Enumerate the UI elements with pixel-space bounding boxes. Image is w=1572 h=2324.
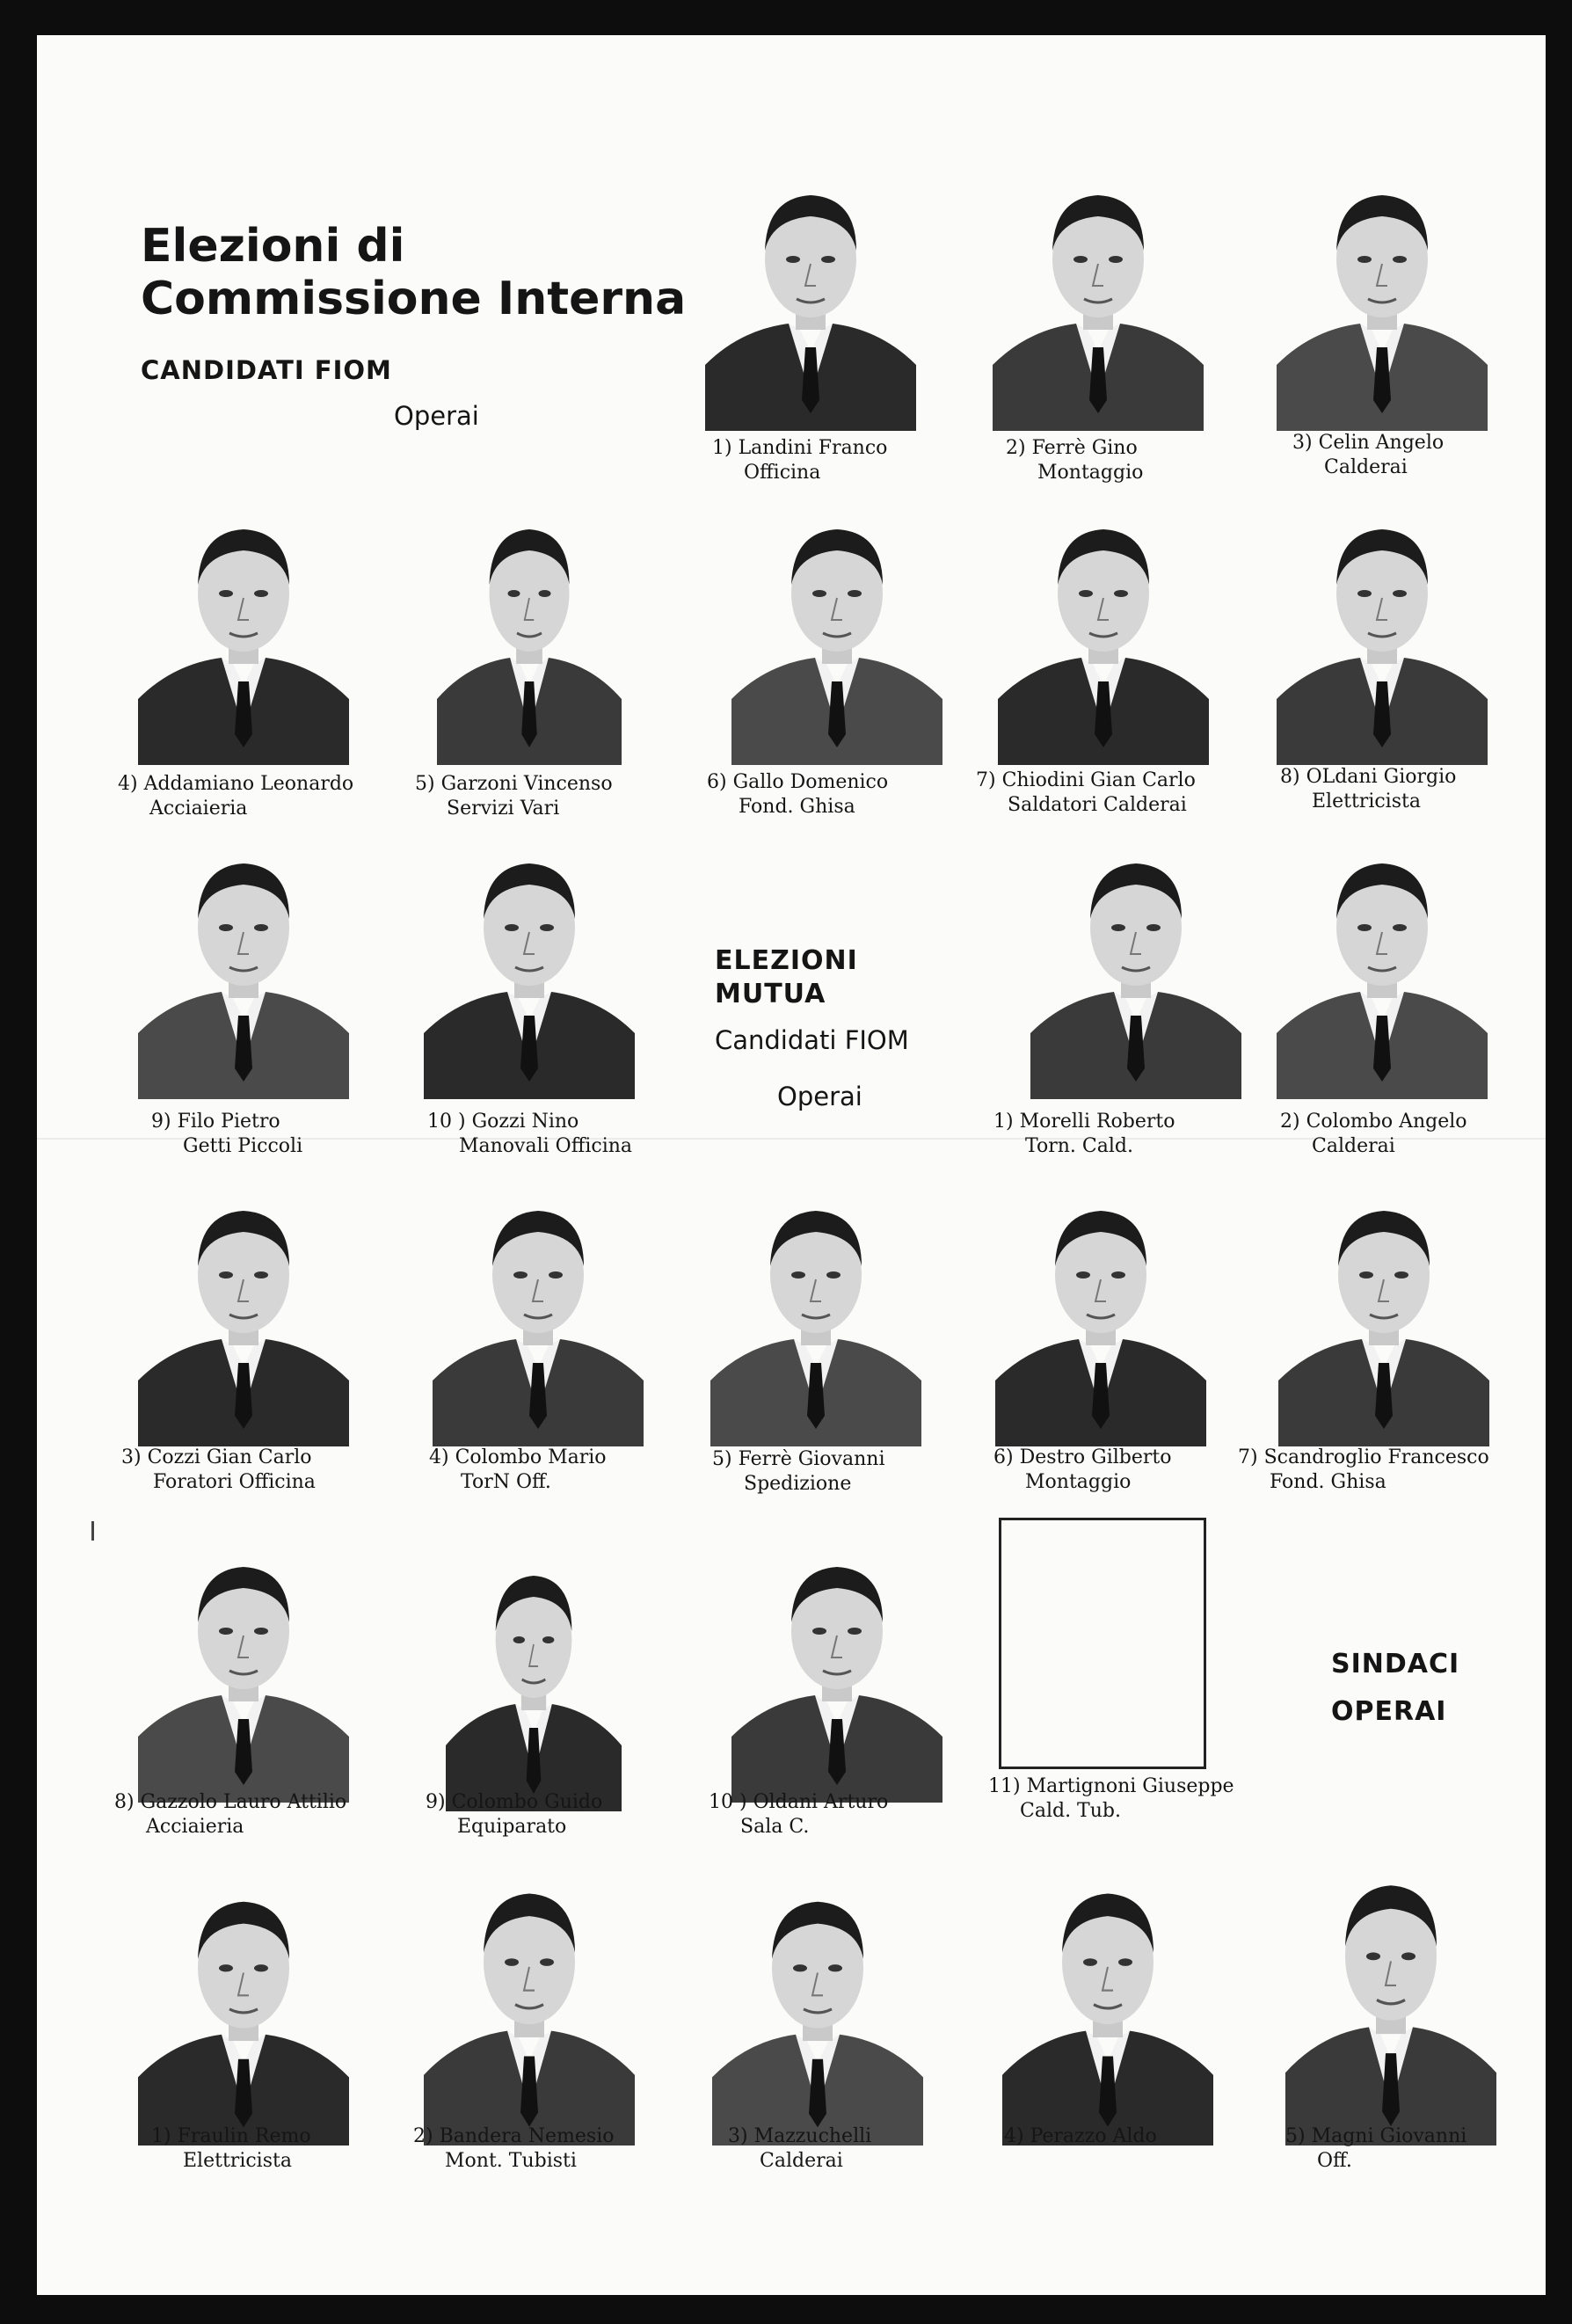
candidate-name: 2) Bandera Nemesio <box>413 2125 615 2147</box>
candidate-caption <box>976 769 1196 818</box>
candidate-department: TorN Off. <box>461 1471 551 1493</box>
portrait-illustration <box>993 176 1204 431</box>
candidate-photo <box>1285 1864 1496 2146</box>
candidate-department: Foratori Officina <box>153 1471 316 1493</box>
candidate-photo <box>1277 510 1488 765</box>
candidate-department: Mont. Tubisti <box>445 2150 577 2172</box>
candidate-name: 5) Magni Giovanni <box>1285 2125 1467 2147</box>
candidate-name: 2) Ferrè Gino <box>1006 437 1138 459</box>
candidate-department: Acciaieria <box>146 1816 244 1838</box>
candidate-name: 5) Garzoni Vincenso <box>415 773 613 795</box>
candidate-department: Calderai <box>1312 1135 1395 1157</box>
candidate-caption <box>993 1446 1171 1495</box>
candidate-department: Torn. Cald. <box>1025 1135 1133 1157</box>
candidate-department: Montaggio <box>1037 462 1144 484</box>
candidate-name: 10 ) Gozzi Nino <box>427 1111 579 1133</box>
candidate-name: 3) Cozzi Gian Carlo <box>121 1446 312 1468</box>
mutua-category: Operai <box>777 1082 862 1111</box>
candidate-department: Sala C. <box>740 1816 810 1838</box>
candidate-caption <box>429 1446 607 1495</box>
candidate-photo <box>138 1548 349 1803</box>
mutua-title-line-1: ELEZIONI <box>715 945 858 976</box>
candidate-name: 11) Martignoni Giuseppe <box>988 1775 1234 1797</box>
portrait-illustration <box>1002 1873 1213 2146</box>
portrait-illustration <box>424 1873 635 2146</box>
section-category: Operai <box>394 401 479 431</box>
candidate-caption <box>988 1774 1234 1824</box>
candidate-photo <box>995 1191 1206 1446</box>
candidate-name: 8) OLdani Giorgio <box>1280 766 1457 788</box>
candidate-photo <box>705 176 916 431</box>
candidate-caption <box>151 2124 311 2174</box>
candidate-name: 10 ) Oldani Arturo <box>709 1791 889 1813</box>
candidate-photo <box>424 844 635 1099</box>
candidate-name: 4) Perazzo Aldo <box>1004 2125 1157 2147</box>
title-line-1: Elezioni di <box>141 220 405 273</box>
candidate-photo <box>998 510 1209 765</box>
candidate-photo <box>1030 844 1241 1099</box>
candidate-photo <box>424 1873 635 2146</box>
sindaci-title-line-1: SINDACI <box>1331 1649 1460 1679</box>
portrait-illustration <box>1030 844 1241 1099</box>
candidate-photo <box>138 844 349 1099</box>
sindaci-title <box>1331 1641 1459 1736</box>
sindaci-title-line-2: OPERAI <box>1331 1696 1447 1727</box>
candidate-department: Servizi Vari <box>447 798 560 820</box>
candidate-department: Elettricista <box>183 2150 292 2172</box>
candidate-department: Saldatori Calderai <box>1008 794 1187 816</box>
portrait-illustration <box>1277 844 1488 1099</box>
portrait-illustration <box>731 510 942 765</box>
mutua-title-line-2: MUTUA <box>715 979 826 1009</box>
candidate-caption <box>426 1790 602 1840</box>
margin-mark <box>91 1521 94 1541</box>
candidate-name: 8) Gazzolo Lauro Attilio <box>114 1791 347 1813</box>
candidate-photo <box>731 1548 942 1803</box>
portrait-illustration <box>1278 1191 1489 1446</box>
candidate-name: 4) Colombo Mario <box>429 1446 607 1468</box>
candidate-department: Elettricista <box>1312 790 1421 812</box>
page-title <box>141 220 686 325</box>
candidate-caption <box>993 1110 1175 1159</box>
candidate-caption <box>121 1446 316 1495</box>
candidate-name: 1) Fraulin Remo <box>151 2125 311 2147</box>
candidate-caption <box>118 772 353 821</box>
portrait-illustration <box>712 1882 923 2146</box>
candidate-photo <box>731 510 942 765</box>
empty-photo-frame <box>999 1518 1206 1769</box>
candidate-caption <box>728 2124 871 2174</box>
candidate-photo <box>1277 176 1488 431</box>
candidate-name: 5) Ferrè Giovanni <box>712 1448 885 1470</box>
candidate-photo <box>710 1191 921 1446</box>
candidate-department: Equiparato <box>457 1816 567 1838</box>
candidate-name: 1) Morelli Roberto <box>993 1111 1175 1133</box>
portrait-illustration <box>1277 176 1488 431</box>
candidate-department: Cald. Tub. <box>1020 1800 1121 1822</box>
candidate-department: Fond. Ghisa <box>1270 1471 1386 1493</box>
candidate-name: 2) Colombo Angelo <box>1280 1111 1467 1133</box>
candidate-department: Spedizione <box>744 1473 852 1495</box>
candidate-caption <box>427 1110 632 1159</box>
candidate-caption <box>712 1447 884 1497</box>
candidate-department: Calderai <box>1324 456 1408 478</box>
candidate-department: Getti Piccoli <box>183 1135 303 1157</box>
candidate-caption <box>114 1790 346 1840</box>
candidate-caption <box>1292 431 1444 480</box>
portrait-illustration <box>138 844 349 1099</box>
candidate-name: 6) Gallo Domenico <box>707 771 889 793</box>
candidate-department: Fond. Ghisa <box>739 796 855 818</box>
candidate-photo <box>993 176 1204 431</box>
portrait-illustration <box>705 176 916 431</box>
portrait-illustration <box>138 1191 349 1446</box>
portrait-illustration <box>138 1548 349 1803</box>
candidate-department: Calderai <box>760 2150 843 2172</box>
candidate-caption <box>1280 765 1456 814</box>
candidate-name: 1) Landini Franco <box>712 437 888 459</box>
candidate-photo <box>138 1882 349 2146</box>
candidate-name: 7) Chiodini Gian Carlo <box>976 769 1196 791</box>
portrait-illustration <box>995 1191 1206 1446</box>
candidate-department: Montaggio <box>1025 1471 1132 1493</box>
candidate-name: 3) Mazzuchelli <box>728 2125 872 2147</box>
portrait-illustration <box>433 1191 644 1446</box>
candidate-photo <box>138 510 349 765</box>
newspaper-page <box>37 35 1546 2295</box>
candidate-department: Officina <box>744 462 821 484</box>
portrait-illustration <box>424 844 635 1099</box>
candidate-photo <box>446 1556 622 1811</box>
candidate-photo <box>1002 1873 1213 2146</box>
portrait-illustration <box>710 1191 921 1446</box>
candidate-photo <box>433 1191 644 1446</box>
candidate-caption <box>709 1790 888 1840</box>
candidate-name: 9) Colombo Guido <box>426 1791 603 1813</box>
section-subtitle: CANDIDATI FIOM <box>141 355 392 385</box>
portrait-illustration <box>138 510 349 765</box>
candidate-photo <box>437 510 622 765</box>
candidate-caption <box>1004 2124 1157 2149</box>
candidate-department: Manovali Officina <box>459 1135 633 1157</box>
candidate-caption <box>151 1110 302 1159</box>
candidate-photo <box>712 1882 923 2146</box>
candidate-photo <box>1278 1191 1489 1446</box>
candidate-caption <box>712 436 887 485</box>
portrait-illustration <box>1285 1864 1496 2146</box>
candidate-department: Acciaieria <box>149 798 248 820</box>
candidate-caption <box>1285 2124 1466 2174</box>
candidate-name: 6) Destro Gilberto <box>993 1446 1172 1468</box>
candidate-caption <box>415 772 613 821</box>
candidate-name: 7) Scandroglio Francesco <box>1238 1446 1489 1468</box>
mutua-title <box>715 944 858 1011</box>
title-line-2: Commissione Interna <box>141 273 687 325</box>
mutua-subtitle: Candidati FIOM <box>715 1025 909 1055</box>
candidate-name: 4) Addamiano Leonardo <box>118 773 354 795</box>
candidate-department: Off. <box>1317 2150 1352 2172</box>
candidate-name: 9) Filo Pietro <box>151 1111 280 1133</box>
candidate-caption <box>1006 436 1143 485</box>
candidate-caption <box>1238 1446 1489 1495</box>
candidate-photo <box>138 1191 349 1446</box>
candidate-photo <box>1277 844 1488 1099</box>
candidate-caption <box>1280 1110 1467 1159</box>
portrait-illustration <box>138 1882 349 2146</box>
portrait-illustration <box>446 1556 622 1811</box>
candidate-name: 3) Celin Angelo <box>1292 432 1445 454</box>
portrait-illustration <box>1277 510 1488 765</box>
portrait-illustration <box>998 510 1209 765</box>
portrait-illustration <box>437 510 622 765</box>
portrait-illustration <box>731 1548 942 1803</box>
candidate-caption <box>413 2124 614 2174</box>
candidate-caption <box>707 770 888 820</box>
